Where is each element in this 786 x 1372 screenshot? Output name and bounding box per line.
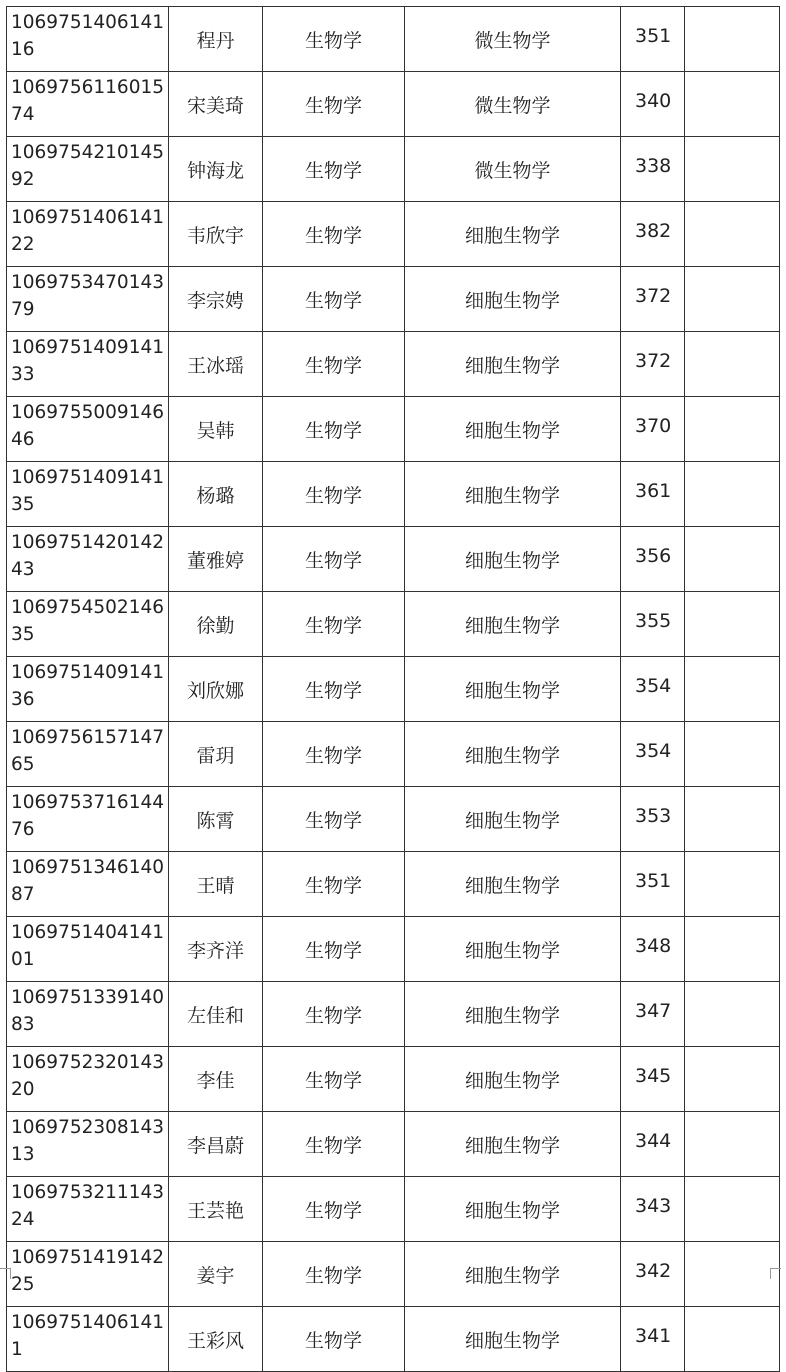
cell-score: 344 <box>621 1112 685 1177</box>
table-row <box>7 787 780 852</box>
cell-exam-id: 106975500914646 <box>7 397 169 462</box>
cell-remark <box>685 657 780 722</box>
cell-score: 342 <box>621 1242 685 1307</box>
table-row <box>7 397 780 462</box>
cell-score: 354 <box>621 722 685 787</box>
cell-major: 细胞生物学 <box>405 1047 621 1112</box>
cell-name: 董雅婷 <box>169 527 263 592</box>
table-row <box>7 72 780 137</box>
cell-remark <box>685 137 780 202</box>
cell-major: 细胞生物学 <box>405 1307 621 1372</box>
table-row <box>7 1112 780 1177</box>
cell-discipline: 生物学 <box>263 1047 405 1112</box>
cell-exam-id: 106975321114324 <box>7 1177 169 1242</box>
cell-score: 347 <box>621 982 685 1047</box>
cell-exam-id: 106975421014592 <box>7 137 169 202</box>
cell-score: 345 <box>621 1047 685 1112</box>
cell-discipline: 生物学 <box>263 722 405 787</box>
table-row <box>7 462 780 527</box>
cell-discipline: 生物学 <box>263 137 405 202</box>
cell-exam-id: 106975347014379 <box>7 267 169 332</box>
cell-remark <box>685 527 780 592</box>
cell-exam-id: 106975134614087 <box>7 852 169 917</box>
cell-exam-id: 106975140414101 <box>7 917 169 982</box>
cell-score: 340 <box>621 72 685 137</box>
cell-discipline: 生物学 <box>263 527 405 592</box>
cell-discipline: 生物学 <box>263 1112 405 1177</box>
cell-remark <box>685 787 780 852</box>
cell-exam-id: 106975140914133 <box>7 332 169 397</box>
cell-discipline: 生物学 <box>263 1177 405 1242</box>
cell-major: 细胞生物学 <box>405 1112 621 1177</box>
cell-discipline: 生物学 <box>263 982 405 1047</box>
cell-name: 姜宇 <box>169 1242 263 1307</box>
cell-major: 细胞生物学 <box>405 332 621 397</box>
cell-exam-id: 106975142014243 <box>7 527 169 592</box>
cell-remark <box>685 202 780 267</box>
cell-discipline: 生物学 <box>263 202 405 267</box>
cell-score: 382 <box>621 202 685 267</box>
cell-discipline: 生物学 <box>263 917 405 982</box>
cell-exam-id: 106975371614476 <box>7 787 169 852</box>
cell-score: 370 <box>621 397 685 462</box>
cell-discipline: 生物学 <box>263 1307 405 1372</box>
cell-name: 李齐洋 <box>169 917 263 982</box>
cell-score: 361 <box>621 462 685 527</box>
cell-score: 341 <box>621 1307 685 1372</box>
table-row <box>7 202 780 267</box>
cell-score: 353 <box>621 787 685 852</box>
cell-major: 细胞生物学 <box>405 202 621 267</box>
cell-discipline: 生物学 <box>263 787 405 852</box>
table-row <box>7 982 780 1047</box>
cell-major: 细胞生物学 <box>405 1177 621 1242</box>
cell-major: 细胞生物学 <box>405 267 621 332</box>
cell-name: 王彩风 <box>169 1307 263 1372</box>
table-row <box>7 332 780 397</box>
table-row <box>7 137 780 202</box>
cell-major: 细胞生物学 <box>405 657 621 722</box>
cell-exam-id: 106975230814313 <box>7 1112 169 1177</box>
cell-remark <box>685 1307 780 1372</box>
cell-name: 雷玥 <box>169 722 263 787</box>
cell-remark <box>685 1047 780 1112</box>
table-row <box>7 917 780 982</box>
cell-discipline: 生物学 <box>263 397 405 462</box>
cell-exam-id: 106975141914225 <box>7 1242 169 1307</box>
cell-exam-id: 106975232014320 <box>7 1047 169 1112</box>
cell-remark <box>685 332 780 397</box>
cell-discipline: 生物学 <box>263 852 405 917</box>
cell-name: 杨璐 <box>169 462 263 527</box>
cell-name: 吴韩 <box>169 397 263 462</box>
cell-discipline: 生物学 <box>263 332 405 397</box>
cell-remark <box>685 917 780 982</box>
admission-table <box>6 6 780 1372</box>
table-row <box>7 1047 780 1112</box>
cell-score: 351 <box>621 852 685 917</box>
table-row <box>7 1307 780 1372</box>
cell-remark <box>685 1112 780 1177</box>
cell-remark <box>685 72 780 137</box>
table-row <box>7 267 780 332</box>
cell-major: 微生物学 <box>405 72 621 137</box>
cell-score: 348 <box>621 917 685 982</box>
cell-remark <box>685 397 780 462</box>
cell-major: 微生物学 <box>405 7 621 72</box>
cell-discipline: 生物学 <box>263 267 405 332</box>
cell-exam-id: 106975140614122 <box>7 202 169 267</box>
cell-name: 钟海龙 <box>169 137 263 202</box>
cell-score: 372 <box>621 332 685 397</box>
cell-major: 细胞生物学 <box>405 787 621 852</box>
cell-name: 宋美琦 <box>169 72 263 137</box>
page-corner-mark-right <box>770 1268 781 1279</box>
cell-discipline: 生物学 <box>263 72 405 137</box>
cell-discipline: 生物学 <box>263 462 405 527</box>
cell-name: 李宗娉 <box>169 267 263 332</box>
cell-major: 细胞生物学 <box>405 982 621 1047</box>
cell-remark <box>685 267 780 332</box>
table-row <box>7 1177 780 1242</box>
cell-discipline: 生物学 <box>263 657 405 722</box>
table-row <box>7 852 780 917</box>
cell-exam-id: 106975140914136 <box>7 657 169 722</box>
cell-remark <box>685 1242 780 1307</box>
cell-exam-id: 106975133914083 <box>7 982 169 1047</box>
cell-name: 李佳 <box>169 1047 263 1112</box>
cell-name: 程丹 <box>169 7 263 72</box>
cell-name: 王芸艳 <box>169 1177 263 1242</box>
cell-exam-id: 10697514061411 <box>7 1307 169 1372</box>
cell-remark <box>685 592 780 657</box>
cell-name: 李昌蔚 <box>169 1112 263 1177</box>
cell-remark <box>685 852 780 917</box>
cell-score: 355 <box>621 592 685 657</box>
table-row <box>7 722 780 787</box>
cell-name: 徐勤 <box>169 592 263 657</box>
table-row <box>7 527 780 592</box>
table-row <box>7 7 780 72</box>
cell-exam-id: 106975140914135 <box>7 462 169 527</box>
page-corner-mark-left <box>0 1268 11 1279</box>
cell-major: 微生物学 <box>405 137 621 202</box>
cell-score: 351 <box>621 7 685 72</box>
table-row <box>7 1242 780 1307</box>
cell-score: 372 <box>621 267 685 332</box>
cell-name: 韦欣宇 <box>169 202 263 267</box>
table-row <box>7 657 780 722</box>
cell-exam-id: 106975611601574 <box>7 72 169 137</box>
cell-major: 细胞生物学 <box>405 1242 621 1307</box>
cell-remark <box>685 7 780 72</box>
cell-major: 细胞生物学 <box>405 722 621 787</box>
cell-score: 356 <box>621 527 685 592</box>
cell-remark <box>685 722 780 787</box>
cell-major: 细胞生物学 <box>405 527 621 592</box>
cell-major: 细胞生物学 <box>405 592 621 657</box>
cell-remark <box>685 982 780 1047</box>
cell-name: 刘欣娜 <box>169 657 263 722</box>
cell-remark <box>685 462 780 527</box>
cell-name: 王冰瑶 <box>169 332 263 397</box>
cell-score: 354 <box>621 657 685 722</box>
cell-discipline: 生物学 <box>263 1242 405 1307</box>
cell-major: 细胞生物学 <box>405 397 621 462</box>
table-row <box>7 592 780 657</box>
cell-discipline: 生物学 <box>263 592 405 657</box>
cell-name: 王晴 <box>169 852 263 917</box>
table-body <box>7 7 780 1372</box>
cell-exam-id: 106975615714765 <box>7 722 169 787</box>
cell-score: 338 <box>621 137 685 202</box>
cell-name: 陈霄 <box>169 787 263 852</box>
cell-score: 343 <box>621 1177 685 1242</box>
cell-major: 细胞生物学 <box>405 462 621 527</box>
cell-major: 细胞生物学 <box>405 917 621 982</box>
cell-remark <box>685 1177 780 1242</box>
cell-major: 细胞生物学 <box>405 852 621 917</box>
cell-exam-id: 106975140614116 <box>7 7 169 72</box>
cell-discipline: 生物学 <box>263 7 405 72</box>
cell-name: 左佳和 <box>169 982 263 1047</box>
cell-exam-id: 106975450214635 <box>7 592 169 657</box>
